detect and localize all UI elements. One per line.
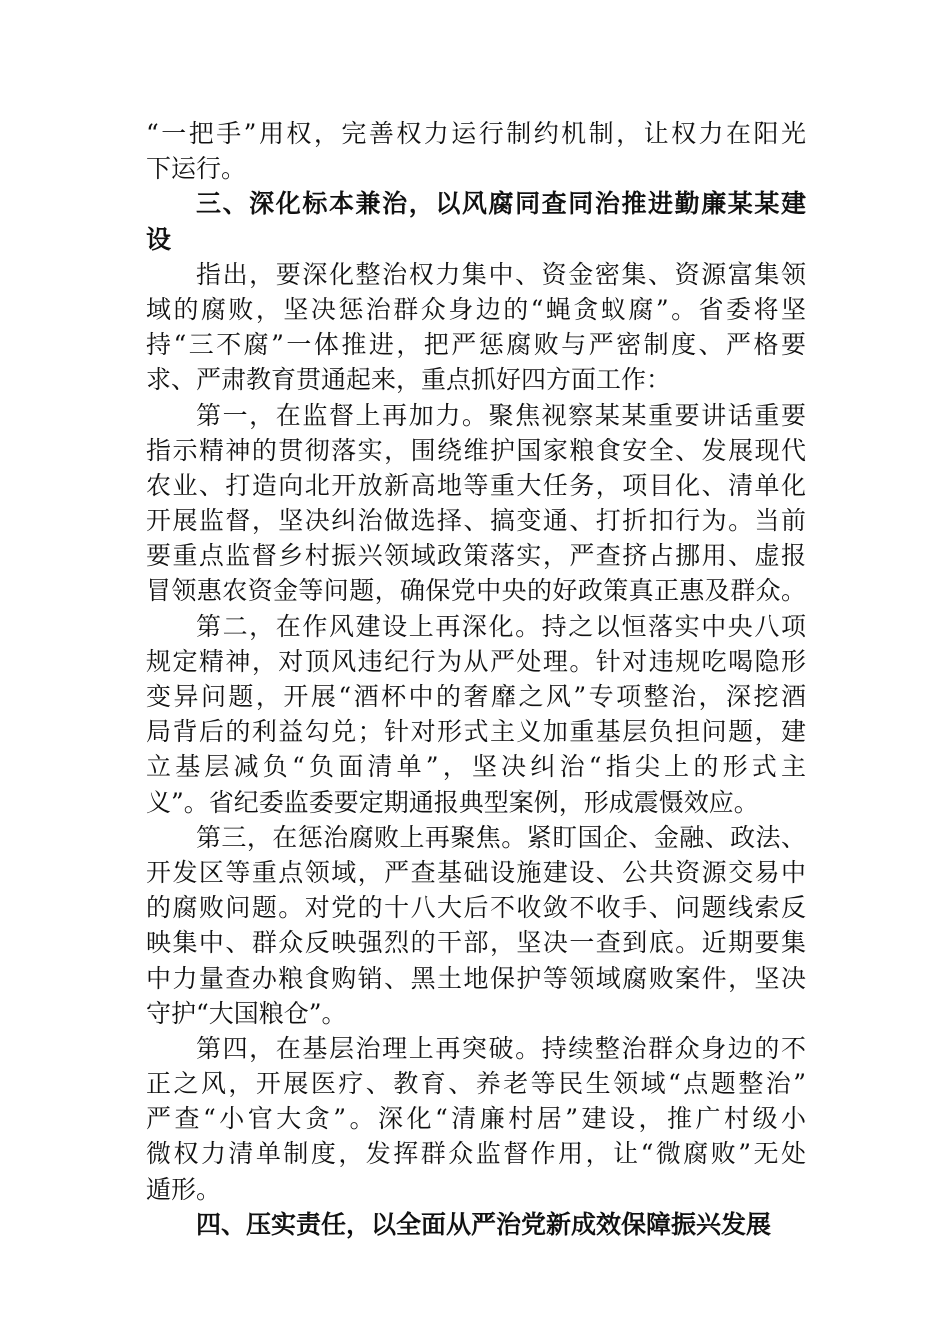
paragraph-line: 中力量查办粮食购销、黑土地保护等领域腐败案件，坚决: [146, 963, 806, 993]
paragraph-line: 开展监督，坚决纠治做选择、搞变通、打折扣行为。当前: [146, 506, 806, 536]
paragraph-line: 正之风，开展医疗、教育、养老等民生领域“点题整治”: [146, 1069, 806, 1099]
section-heading-line: 设: [146, 224, 172, 254]
paragraph-line: 第二，在作风建设上再深化。持之以恒落实中央八项: [196, 611, 806, 641]
paragraph-line: 遁形。: [146, 1174, 222, 1204]
paragraph-line: 第四，在基层治理上再突破。持续整治群众身边的不: [196, 1033, 806, 1063]
paragraph-line: 的腐败问题。对党的十八大后不收敛不收手、问题线索反: [146, 893, 806, 923]
paragraph-line: 第一，在监督上再加力。聚焦视察某某重要讲话重要: [196, 400, 806, 430]
paragraph-line: 局背后的利益勾兑；针对形式主义加重基层负担问题，建: [146, 717, 806, 747]
paragraph-line: 规定精神，对顶风违纪行为从严处理。针对违规吃喝隐形: [146, 646, 806, 676]
paragraph-line: 求、严肃教育贯通起来，重点抓好四方面工作：: [146, 365, 672, 395]
paragraph-line: 指示精神的贯彻落实，围绕维护国家粮食安全、发展现代: [146, 435, 806, 465]
paragraph-line: 第三，在惩治腐败上再聚焦。紧盯国企、金融、政法、: [196, 822, 806, 852]
paragraph-line: 农业、打造向北开放新高地等重大任务，项目化、清单化: [146, 470, 806, 500]
paragraph-line: 映集中、群众反映强烈的干部，坚决一查到底。近期要集: [146, 928, 806, 958]
paragraph-line: 微权力清单制度，发挥群众监督作用，让“微腐败”无处: [146, 1139, 806, 1169]
paragraph-line: 下运行。: [146, 154, 247, 184]
paragraph-line: 严查“小官大贪”。深化“清廉村居”建设，推广村级小: [146, 1104, 806, 1134]
paragraph-line: 守护“大国粮仓”。: [146, 998, 347, 1028]
paragraph-line: 开发区等重点领域，严查基础设施建设、公共资源交易中: [146, 857, 806, 887]
paragraph-line: 冒领惠农资金等问题，确保党中央的好政策真正惠及群众。: [146, 576, 806, 606]
paragraph-line: 要重点监督乡村振兴领域政策落实，严查挤占挪用、虚报: [146, 541, 806, 571]
section-heading-line: 四、压实责任，以全面从严治党新成效保障振兴发展: [196, 1209, 772, 1239]
section-heading-line: 三、深化标本兼治，以风腐同查同治推进勤廉某某建: [196, 189, 806, 219]
paragraph-line: 指出，要深化整治权力集中、资金密集、资源富集领: [196, 259, 806, 289]
paragraph-line: 持“三不腐”一体推进，把严惩腐败与严密制度、严格要: [146, 330, 806, 360]
paragraph-line: 域的腐败，坚决惩治群众身边的“蝇贪蚁腐”。省委将坚: [146, 294, 806, 324]
document-body: [146, 116, 806, 1242]
paragraph-line: 变异问题，开展“酒杯中的奢靡之风”专项整治，深挖酒: [146, 682, 806, 711]
paragraph-line: 义”。省纪委监委要定期通报典型案例，形成震慑效应。: [146, 787, 759, 817]
paragraph-line: 立基层减负“负面清单”，坚决纠治“指尖上的形式主: [146, 752, 806, 782]
paragraph-line: “一把手”用权，完善权力运行制约机制，让权力在阳光: [146, 119, 806, 148]
